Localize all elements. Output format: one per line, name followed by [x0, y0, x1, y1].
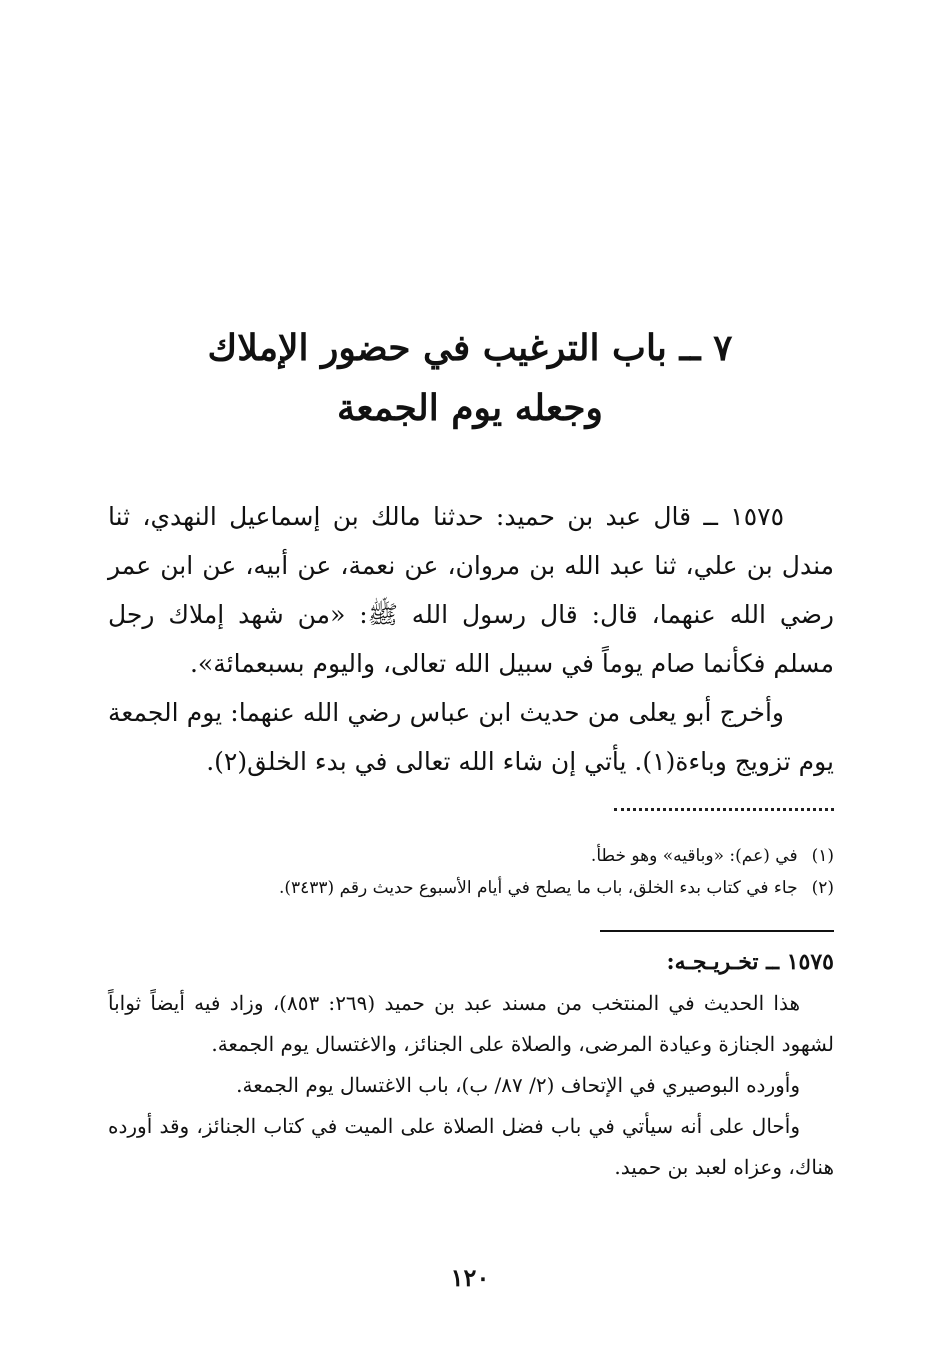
hadith-body — [108, 492, 834, 786]
takhrij-section — [108, 942, 834, 1188]
takhrij-separator — [600, 930, 834, 932]
footnote-1 — [108, 840, 834, 872]
hadith-paragraph-2: وأخرج أبو يعلى من حديث ابن عباس رضي الله عنهما: يوم الجمعة يوم تزويج وباءة(١). يأتي إن شاء الله تعالى في بدء الخلق(٢). — [108, 698, 834, 776]
takhrij-paragraph-3: وأحال على أنه سيأتي في باب فضل الصلاة على الميت في كتاب الجنائز، وقد أورده هناك، وعزاه لعبد بن حميد. — [108, 1114, 834, 1179]
hadith-paragraph-1: ١٥٧٥ ــ قال عبد بن حميد: حدثنا مالك بن إسماعيل النهدي، ثنا مندل بن علي، ثنا عبد الله بن مروان، عن نعمة، عن أبيه، عن ابن عمر رضي الله عنهما، قال: قال رسول الله ﷺ: «من شهد إملاك رجل مسلم فكأنما صام يوماً في سبيل الله تعالى، واليوم بسبعمائة». — [108, 502, 834, 678]
page-number: ١٢٠ — [450, 1263, 490, 1292]
footnote-2 — [108, 872, 834, 904]
footnote-2-text: جاء في كتاب بدء الخلق، باب ما يصلح في أيام الأسبوع حديث رقم (٣٤٣٣). — [278, 878, 798, 898]
footnotes — [108, 840, 834, 904]
chapter-title-line-2: وجعله يوم الجمعة — [337, 387, 603, 429]
chapter-title-line-1: ٧ ــ باب الترغيب في حضور الإملاك — [207, 327, 733, 369]
footnote-separator — [614, 808, 834, 815]
footnote-1-text: في (عم): «وباقيه» وهو خطأ. — [590, 846, 798, 866]
takhrij-paragraph-2: وأورده البوصيري في الإتحاف (٢/ ٨٧/ ب)، باب الاغتسال يوم الجمعة. — [236, 1073, 800, 1097]
chapter-title — [110, 318, 830, 438]
footnote-1-number: (١) — [811, 846, 834, 866]
takhrij-paragraph-1: هذا الحديث في المنتخب من مسند عبد بن حميد (٢٦٩: ٨٥٣)، وزاد فيه أيضاً ثواباً لشهود الجنازة وعيادة المرضى، والصلاة على الجنائز، والاغتسال يوم الجمعة. — [108, 991, 834, 1056]
footnote-2-number: (٢) — [811, 878, 834, 898]
takhrij-heading: ١٥٧٥ ــ تخـريـجـه: — [666, 949, 834, 975]
